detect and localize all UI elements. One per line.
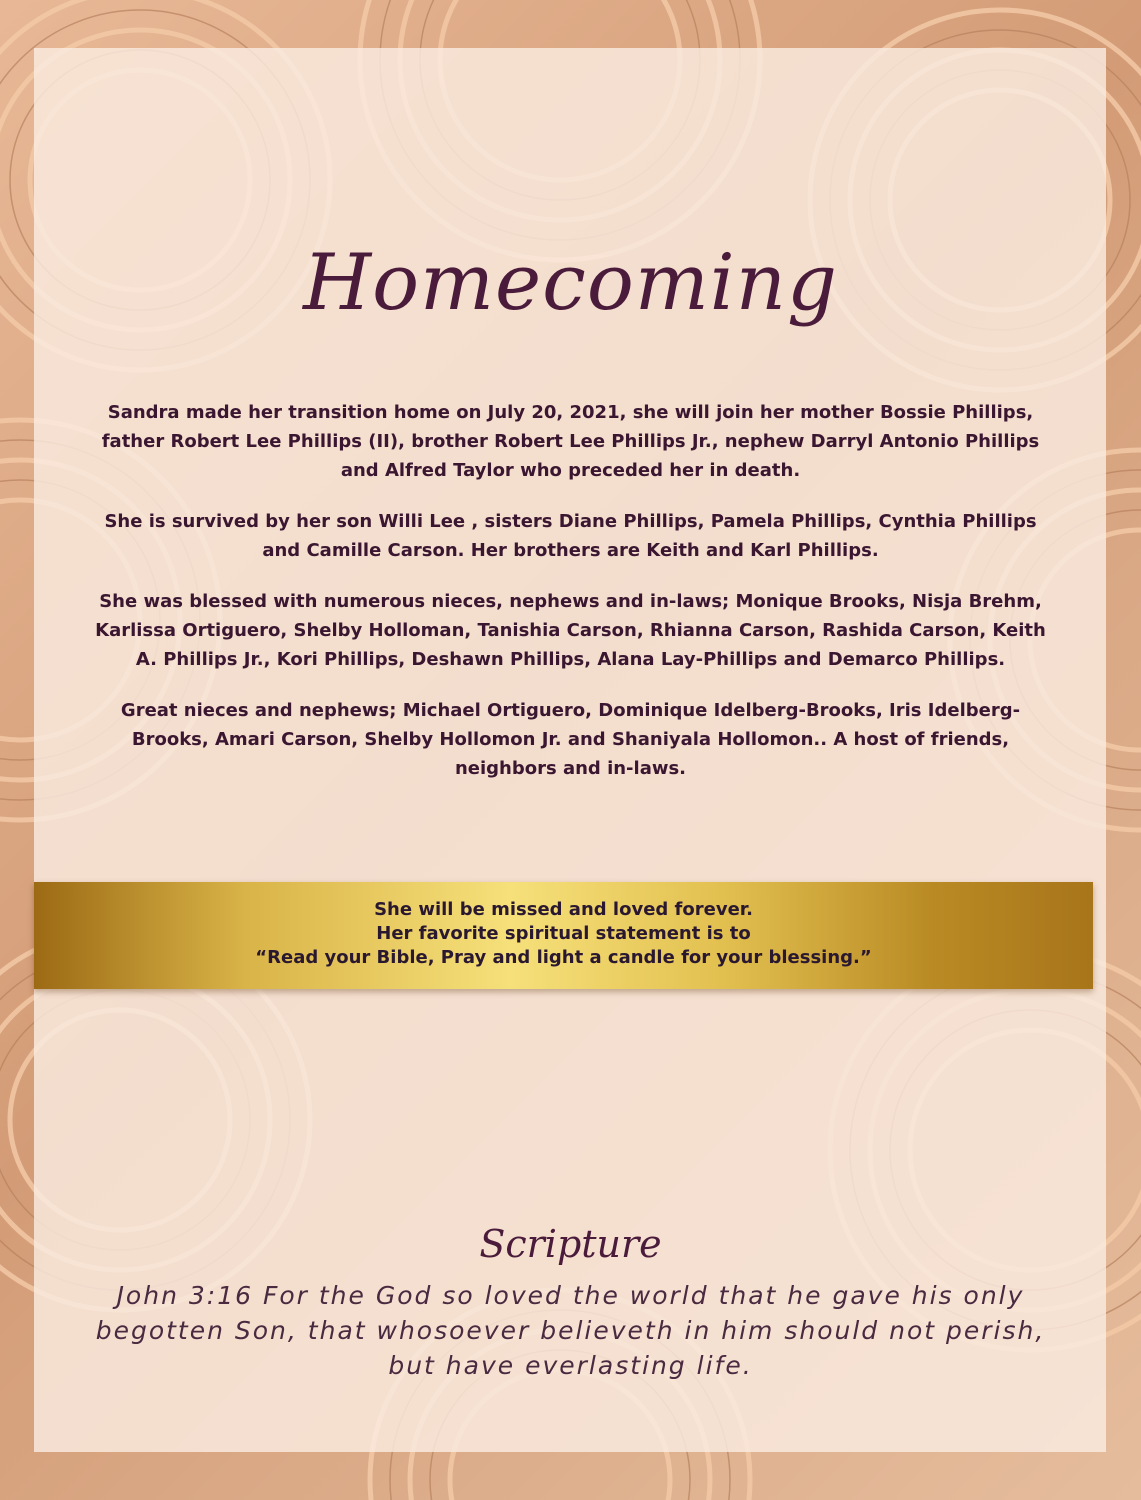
paragraph-transition: Sandra made her transition home on July 20, 2021, she will join her mother Bossie Phillips, father Robert Lee Phillips (II), brother Robert Lee Phillips Jr., nephew Darryl Antonio Phillips and Alfred Taylor who preceded her in death. xyxy=(101,402,1040,481)
page-title: Homecoming xyxy=(303,238,838,328)
scripture-verse: John 3:16 For the God so loved the world that he gave his only begotten Son, that whosoever believeth in him should not perish, but have everlasting life. xyxy=(95,1281,1046,1380)
paragraph-great-nieces: Great nieces and nephews; Michael Ortiguero, Dominique Idelberg-Brooks, Iris Idelberg-Brooks, Amari Carson, Shelby Hollomon Jr. and Shaniyala Hollomon.. A host of friends, neighbors and in-laws. xyxy=(120,700,1021,779)
paragraph-nieces-nephews: She was blessed with numerous nieces, nephews and in-laws; Monique Brooks, Nisja Brehm, Karlissa Ortiguero, Shelby Holloman, Tanishia Carson, Rhianna Carson, Rashida Carson, Keith A. Phillips Jr., Kori Phillips, Deshawn Phillips, Alana Lay-Phillips and Demarco Phillips. xyxy=(95,591,1046,670)
obituary-body xyxy=(90,398,1051,805)
banner-line-1: She will be missed and loved forever. xyxy=(374,899,753,920)
scripture-heading: Scripture xyxy=(479,1222,662,1266)
banner-text xyxy=(34,898,1093,970)
banner-line-3: “Read your Bible, Pray and light a candle for your blessing.” xyxy=(255,947,872,968)
banner-line-2: Her favorite spiritual statement is to xyxy=(376,923,751,944)
paragraph-survivors: She is survived by her son Willi Lee , sisters Diane Phillips, Pamela Phillips, Cynthia Phillips and Camille Carson. Her brothers are Keith and Karl Phillips. xyxy=(104,511,1037,561)
